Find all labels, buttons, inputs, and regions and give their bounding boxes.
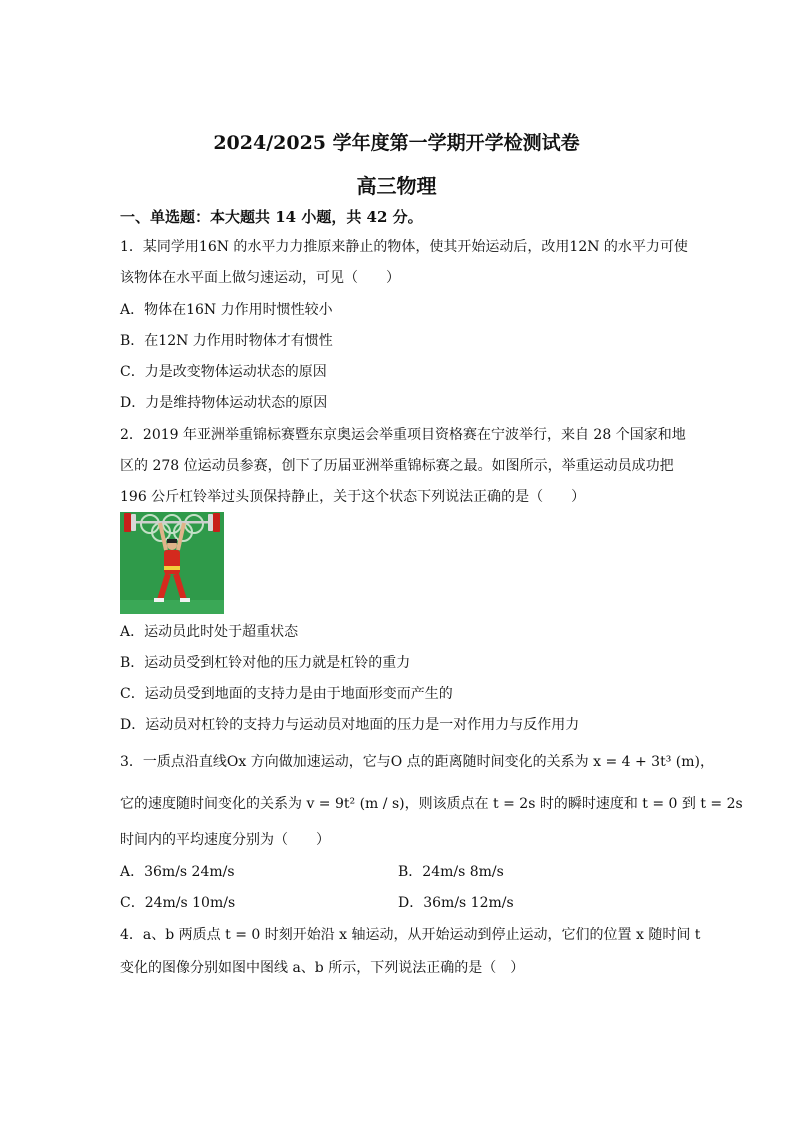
exam-title: 2024/2025 学年度第一学期开学检测试卷 [213,132,580,154]
q4-stem-line1: 4．a、b 两质点 t = 0 时刻开始沿 x 轴运动，从开始运动到停止运动，它们的位置 x 随时间 t [120,927,701,943]
q4-stem-line2: 变化的图像分别如图中图线 a、b 所示，下列说法正确的是（ ） [120,960,525,976]
q3-stem-line2: 它的速度随时间变化的关系为 v = 9t² (m / s)，则该质点在 t = 2s 时的瞬时速度和 t = 0 到 t = 2s [120,796,743,812]
q3-stem-line1: 3．一质点沿直线Ox 方向做加速运动，它与O 点的距离随时间变化的关系为 x = 4 + 3t³ (m)， [120,754,714,770]
q3-option-b: B．24m/s 8m/s [398,864,504,880]
q1-option-a: A．物体在16N 力作用时惯性较小 [120,302,333,318]
q1-stem-line1: 1．某同学用16N 的水平力力推原来静止的物体，使其开始运动后，改用12N 的水平力可使 [120,239,688,255]
q3-stem-line3: 时间内的平均速度分别为（ ） [120,832,330,848]
weightlifter-illustration [120,512,224,614]
q2-option-a: A．运动员此时处于超重状态 [120,624,299,640]
exam-subtitle: 高三物理 [356,174,437,198]
q1-option-c: C．力是改变物体运动状态的原因 [120,364,327,380]
q3-option-d: D．36m/s 12m/s [398,895,514,911]
q1-option-b: B．在12N 力作用时物体才有惯性 [120,333,333,349]
q2-stem-line1: 2．2019 年亚洲举重锦标赛暨东京奥运会举重项目资格赛在宁波举行，来自 28 个国家和地 [120,427,686,443]
q2-option-b: B．运动员受到杠铃对他的压力就是杠铃的重力 [120,655,411,671]
q2-option-c: C．运动员受到地面的支持力是由于地面形变而产生的 [120,686,453,702]
weightlifter-photo [120,512,224,614]
q2-option-d: D．运动员对杠铃的支持力与运动员对地面的压力是一对作用力与反作用力 [120,717,580,733]
q1-stem-line2: 该物体在水平面上做匀速运动，可见（ ） [120,270,400,286]
q3-option-c: C．24m/s 10m/s [120,895,236,911]
q2-stem-line3: 196 公斤杠铃举过头顶保持静止，关于这个状态下列说法正确的是（ ） [120,489,586,505]
q3-option-a: A．36m/s 24m/s [120,864,235,880]
q2-stem-line2: 区的 278 位运动员参赛，创下了历届亚洲举重锦标赛之最。如图所示，举重运动员成功把 [120,458,674,474]
q1-option-d: D．力是维持物体运动状态的原因 [120,395,328,411]
section-heading: 一、单选题：本大题共 14 小题，共 42 分。 [120,208,423,226]
